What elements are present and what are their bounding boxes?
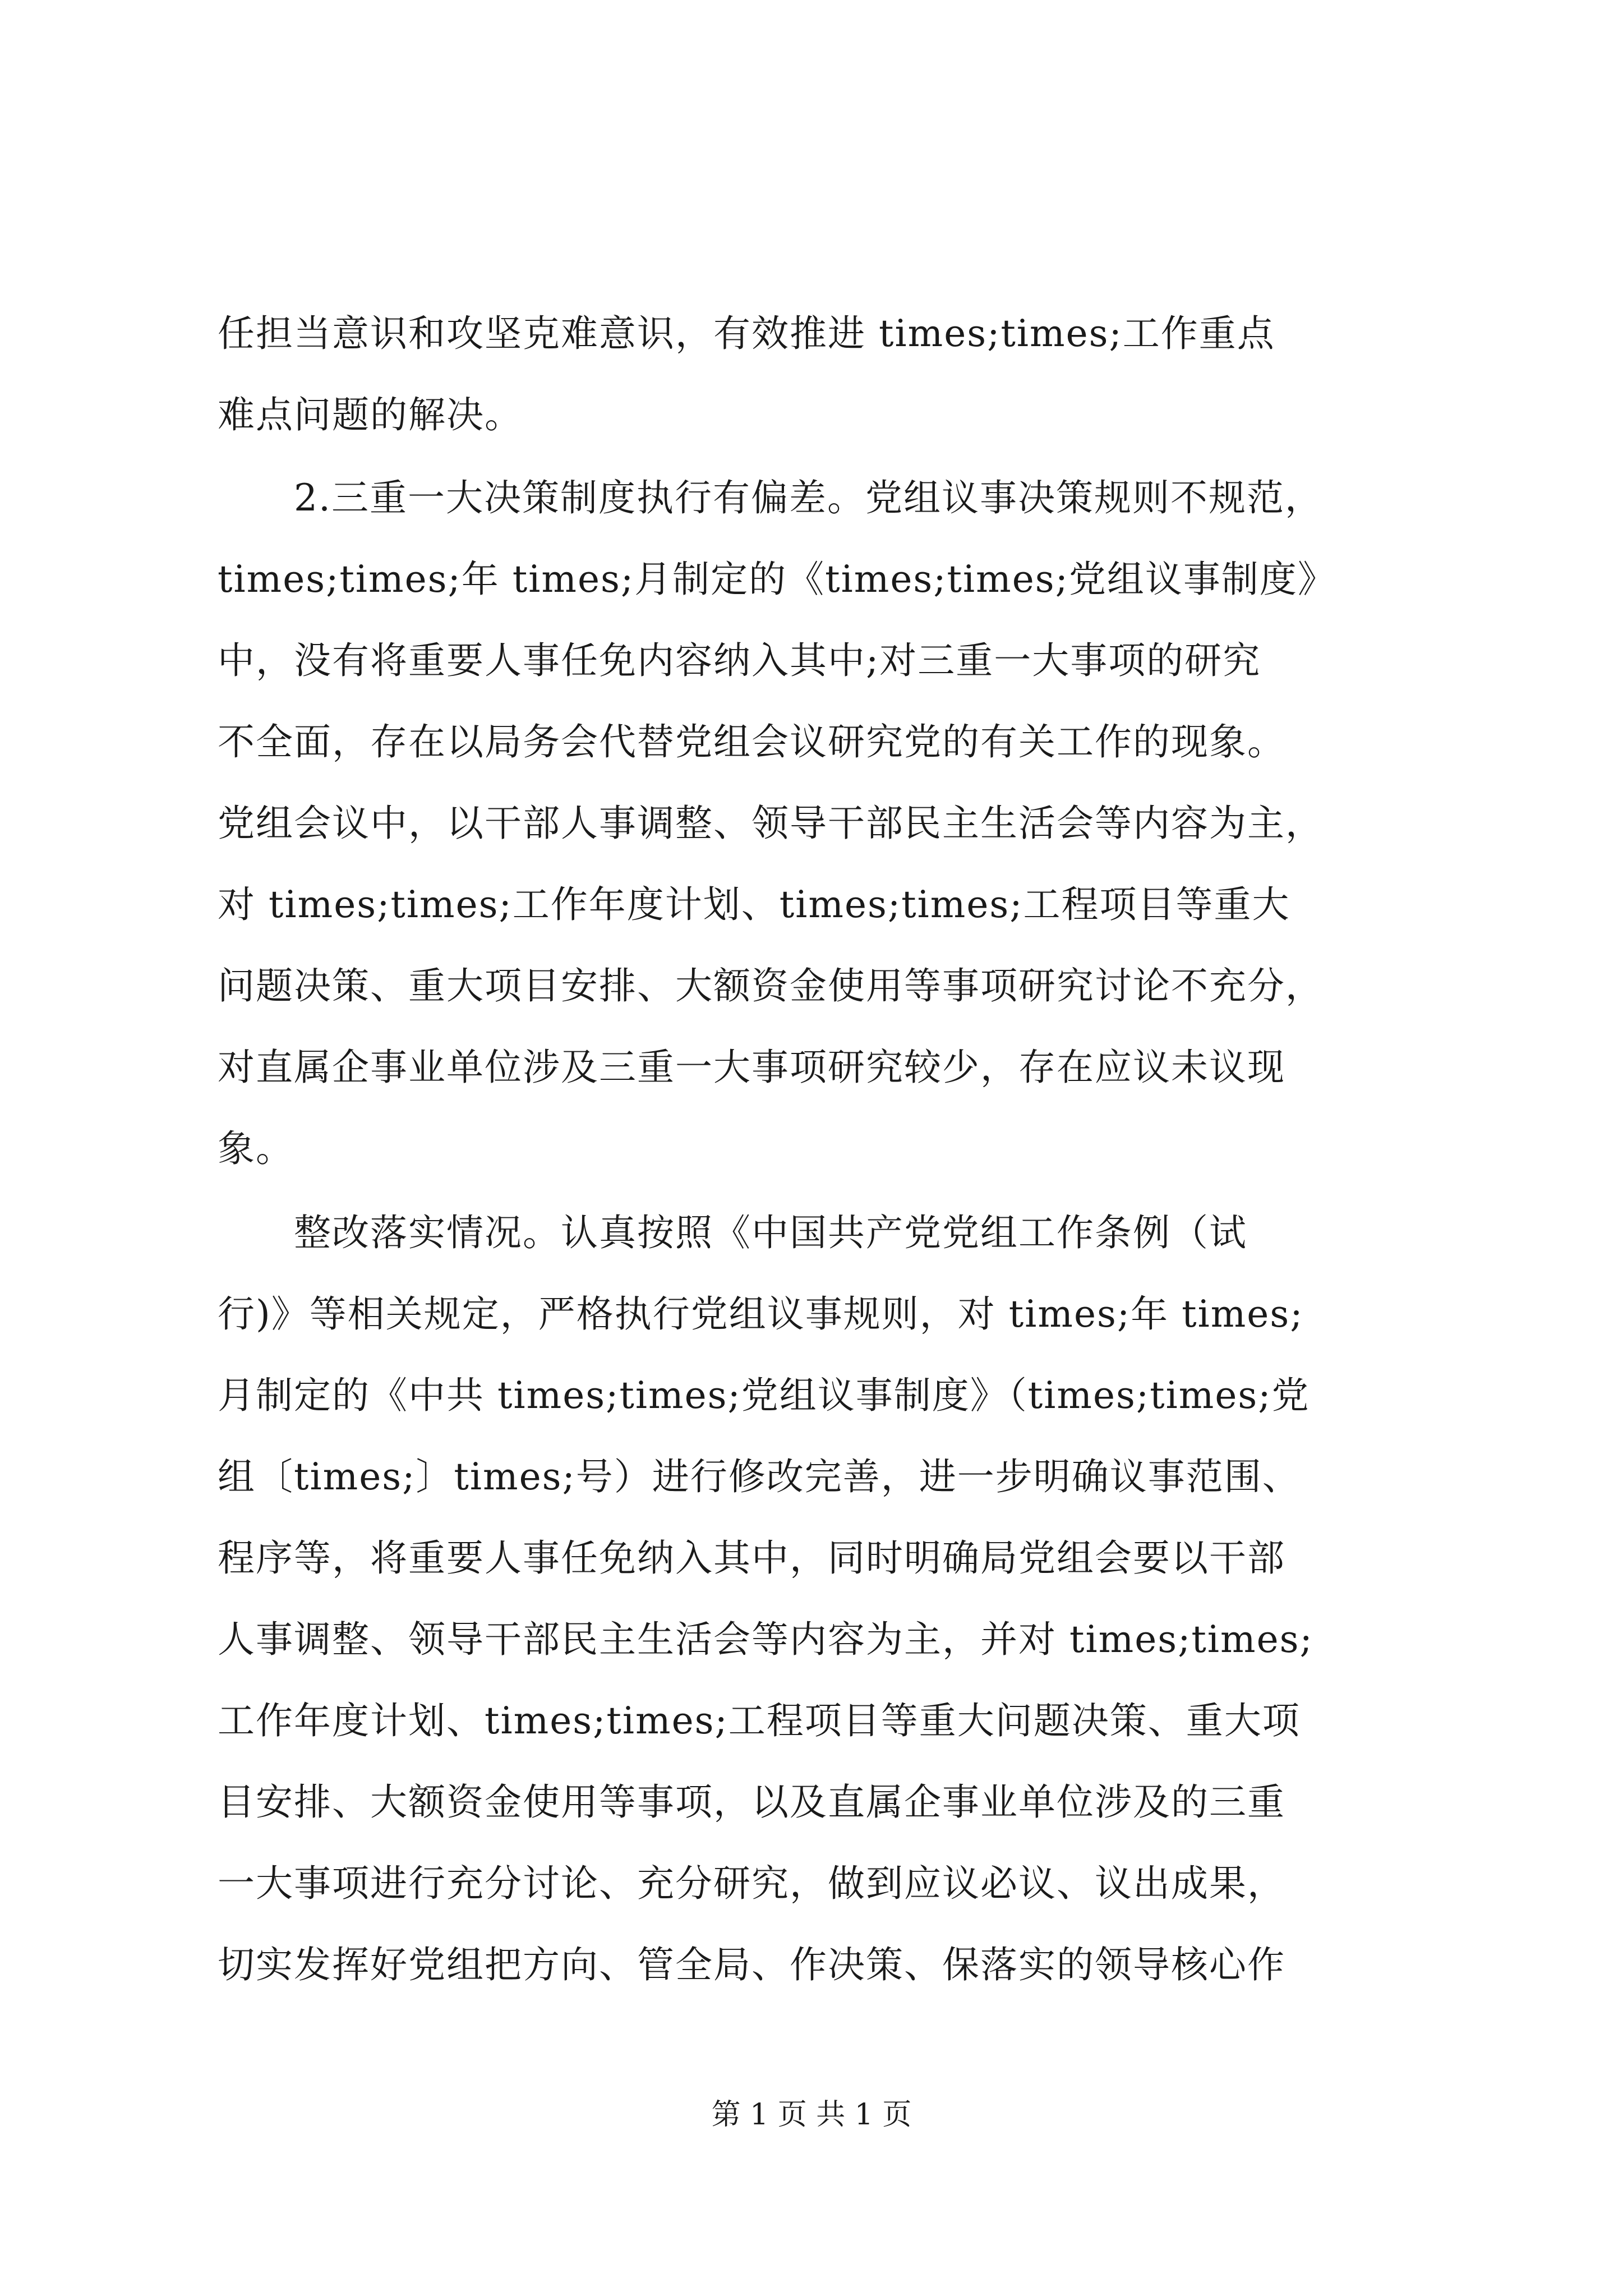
text-line: 组〔times;〕times;号）进行修改完善，进一步明确议事范围、 (218, 1455, 1301, 1498)
text-line: 问题决策、重大项目安排、大额资金使用等事项研究讨论不充分， (218, 964, 1324, 1007)
page-footer: 第 1 页 共 1 页 (711, 2098, 912, 2132)
text-line: times;times;年 times;月制定的《times;times;党组议事制度》 (218, 558, 1336, 601)
text-line: 工作年度计划、times;times;工程项目等重大问题决策、重大项 (218, 1699, 1301, 1742)
text-line: 对 times;times;工作年度计划、times;times;工程项目等重大 (218, 883, 1290, 926)
text-line: 象。 (218, 1127, 294, 1170)
text-line: 切实发挥好党组把方向、管全局、作决策、保落实的领导核心作 (218, 1943, 1285, 1986)
text-line: 中，没有将重要人事任免内容纳入其中;对三重一大事项的研究 (218, 639, 1261, 682)
text-line: 月制定的《中共 times;times;党组议事制度》（times;times;党 (218, 1374, 1310, 1417)
text-line: 程序等，将重要人事任免纳入其中，同时明确局党组会要以干部 (218, 1536, 1285, 1580)
text-line: 党组会议中，以干部人事调整、领导干部民主生活会等内容为主， (218, 802, 1324, 845)
text-line: 整改落实情况。认真按照《中国共产党党组工作条例（试 (218, 1211, 1247, 1254)
text-line: 不全面，存在以局务会代替党组会议研究党的有关工作的现象。 (218, 720, 1285, 763)
text-line: 目安排、大额资金使用等事项，以及直属企事业单位涉及的三重 (218, 1780, 1285, 1824)
text-line: 行)》等相关规定，严格执行党组议事规则，对 times;年 times; (218, 1292, 1304, 1336)
text-line: 一大事项进行充分讨论、充分研究，做到应议必议、议出成果， (218, 1862, 1285, 1905)
text-line: 难点问题的解决。 (218, 393, 523, 436)
text-line: 2.三重一大决策制度执行有偏差。党组议事决策规则不规范， (218, 476, 1323, 519)
text-line: 人事调整、领导干部民主生活会等内容为主，并对 times;times; (218, 1618, 1313, 1661)
text-line: 任担当意识和攻坚克难意识，有效推进 times;times;工作重点 (218, 312, 1275, 355)
text-line: 对直属企事业单位涉及三重一大事项研究较少，存在应议未议现 (218, 1046, 1285, 1089)
